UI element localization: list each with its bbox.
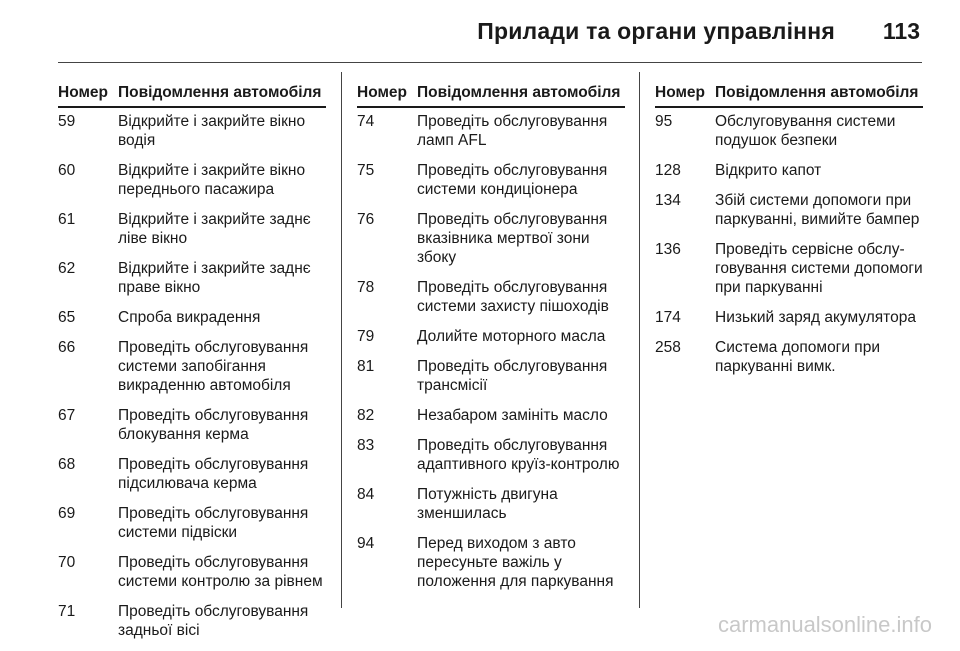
message-number: 69 (58, 505, 76, 522)
table-row (357, 210, 625, 278)
message-number: 66 (58, 339, 76, 356)
message-text: Спроба викрадення (118, 309, 261, 326)
message-number: 258 (655, 339, 681, 356)
column-divider-2 (639, 72, 640, 608)
message-text: Проведіть обслуговування вказівника мертвої зони збоку (417, 211, 608, 266)
table-row (58, 112, 326, 161)
message-text: Відкрийте і закрийте вікно водія (118, 113, 306, 149)
message-number: 59 (58, 113, 76, 130)
table-row (58, 504, 326, 553)
table-rows (58, 112, 326, 651)
message-text: Проведіть обслуговування системи контролю за рівнем (118, 554, 323, 590)
message-number: 60 (58, 162, 76, 179)
message-number: 78 (357, 279, 375, 296)
message-number: 94 (357, 535, 375, 552)
message-text: Проведіть обслуговування трансмісії (417, 358, 608, 394)
message-text: Проведіть обслуговування ламп AFL (417, 113, 608, 149)
message-table-column-2 (357, 72, 625, 602)
message-text: Обслуговування системи подушок безпеки (715, 113, 896, 149)
message-number: 71 (58, 603, 76, 620)
message-text: Відкрито капот (715, 162, 822, 179)
message-number: 82 (357, 407, 375, 424)
table-rows (357, 112, 625, 602)
message-text: Відкрийте і закрийте заднє ліве вікно (118, 211, 311, 247)
message-text: Система допомоги при паркуванні вимк. (715, 339, 880, 375)
message-text: Проведіть обслуговування системи підвіски (118, 505, 309, 541)
table-row (58, 308, 326, 338)
message-number: 136 (655, 241, 681, 258)
table-row (655, 112, 923, 161)
table-header (58, 72, 326, 108)
table-row (357, 327, 625, 357)
table-row (655, 191, 923, 240)
message-table-column-1 (58, 72, 326, 651)
message-text: Проведіть обслуговування системи запобігання викраденню автомобіля (118, 339, 309, 394)
table-header (357, 72, 625, 108)
table-row (655, 161, 923, 191)
message-text: Проведіть обслуговування підсилювача керма (118, 456, 309, 492)
message-number: 65 (58, 309, 76, 326)
message-text: Низький заряд акумулятора (715, 309, 916, 326)
message-number: 68 (58, 456, 76, 473)
table-row (58, 259, 326, 308)
message-number: 81 (357, 358, 375, 375)
message-text: Проведіть обслуговування задньої вісі (118, 603, 309, 639)
message-text: Відкрийте і закрийте заднє праве вікно (118, 260, 311, 296)
table-row (58, 602, 326, 651)
message-number: 70 (58, 554, 76, 571)
message-number: 75 (357, 162, 375, 179)
message-number: 61 (58, 211, 76, 228)
header-message: Повідомлення автомобіля (715, 84, 919, 101)
message-table-column-3 (655, 72, 923, 387)
header-divider (58, 62, 922, 63)
table-row (357, 278, 625, 327)
message-number: 95 (655, 113, 673, 130)
table-row (58, 210, 326, 259)
page-header (0, 0, 960, 66)
header-message: Повідомлення автомобіля (417, 84, 621, 101)
header-message: Повідомлення автомобіля (118, 84, 322, 101)
table-row (357, 534, 625, 602)
header-number: Номер (58, 84, 109, 101)
message-number: 134 (655, 192, 681, 209)
message-text: Проведіть обслуговування адаптивного круїз-контролю (417, 437, 620, 473)
table-row (357, 406, 625, 436)
message-text: Долийте моторного масла (417, 328, 606, 345)
table-rows (655, 112, 923, 387)
message-text: Проведіть обслуговування системи кондиціонера (417, 162, 608, 198)
table-row (357, 357, 625, 406)
watermark: carmanualsonline.info (717, 612, 932, 637)
table-row (357, 485, 625, 534)
message-text: Незабаром замініть масло (417, 407, 608, 424)
page-number: 113 (882, 18, 920, 44)
header-number: Номер (655, 84, 706, 101)
message-text: Відкрийте і закрийте вікно переднього пасажира (118, 162, 306, 198)
table-header (655, 72, 923, 108)
message-number: 62 (58, 260, 76, 277)
table-row (357, 161, 625, 210)
message-number: 83 (357, 437, 375, 454)
table-row (58, 553, 326, 602)
table-row (655, 308, 923, 338)
table-row (357, 112, 625, 161)
message-text: Потужність двигуна зменшилась (417, 486, 558, 522)
message-number: 128 (655, 162, 681, 179)
message-number: 67 (58, 407, 76, 424)
message-number: 84 (357, 486, 375, 503)
message-text: Проведіть обслуговування блокування керма (118, 407, 309, 443)
table-row (58, 455, 326, 504)
message-number: 174 (655, 309, 681, 326)
table-row (357, 436, 625, 485)
column-divider-1 (341, 72, 342, 608)
header-number: Номер (357, 84, 408, 101)
message-text: Збій системи допомоги при паркуванні, вимийте бампер (715, 192, 920, 228)
table-row (58, 161, 326, 210)
message-number: 74 (357, 113, 375, 130)
message-text: Проведіть сервісне обслу-говування системи допомоги при паркуванні (715, 241, 923, 296)
table-row (58, 338, 326, 406)
message-number: 79 (357, 328, 375, 345)
message-number: 76 (357, 211, 375, 228)
message-text: Перед виходом з авто пересуньте важіль у положення для паркування (417, 535, 614, 590)
table-row (655, 240, 923, 308)
table-row (58, 406, 326, 455)
message-text: Проведіть обслуговування системи захисту пішоходів (417, 279, 609, 315)
table-row (655, 338, 923, 387)
page-title: Прилади та органи управління (477, 18, 835, 44)
